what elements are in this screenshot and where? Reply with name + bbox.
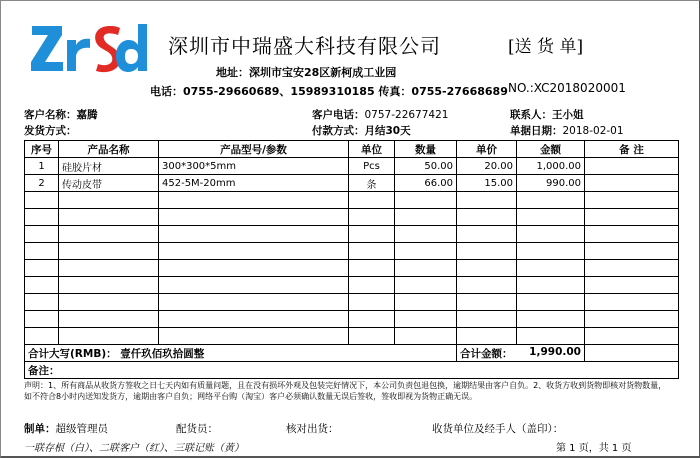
customer-name-label: 客户名称： [24, 109, 77, 121]
customer-name [24, 107, 98, 122]
company-contact-line: 电话：0755-29660689、15989310185 传真：0755-27668689 [150, 85, 508, 98]
company-address: 地址：深圳市宝安28区新柯成工业园 [216, 66, 397, 79]
cell-quantity: 66.00 [395, 175, 457, 192]
total-upper [25, 345, 457, 362]
document-date-label: 单据日期： [510, 125, 563, 137]
empty-row [25, 192, 679, 209]
copies-note: 一联存根（白）、二联客户（红）、三联记账（黄） [24, 443, 244, 454]
column-header: 备 注 [585, 141, 679, 158]
payment-method-label: 付款方式： [312, 125, 365, 137]
cell-product-name: 传动皮带 [59, 175, 159, 192]
maker-label: 制单： [24, 423, 56, 435]
cell-remark [585, 158, 679, 175]
receiver-label: 收货单位及经手人（盖印）： [432, 423, 564, 435]
cell-unit: 条 [349, 175, 395, 192]
remark-label: 备注： [25, 362, 679, 379]
contact-person [510, 107, 584, 122]
empty-row [25, 226, 679, 243]
column-header: 单价 [457, 141, 517, 158]
table-row [25, 175, 679, 192]
ship-method [24, 123, 77, 138]
payment-method [312, 123, 411, 138]
column-header: 产品型号/参数 [159, 141, 349, 158]
total-amount-label: 合计金额： [460, 347, 513, 360]
total-upper-value: 壹仟玖佰玖拾圆整 [120, 347, 205, 360]
total-upper-label: 合计大写(RMB)： [28, 347, 117, 360]
document-number: NO.:XC2018020001 [508, 81, 626, 95]
cell-spec: 452-5M-20mm [159, 175, 349, 192]
customer-phone-label: 客户电话： [312, 109, 365, 121]
cell-unit-price: 20.00 [457, 158, 517, 175]
maker [24, 421, 108, 436]
column-header: 产品名称 [59, 141, 159, 158]
empty-row [25, 243, 679, 260]
cell-spec: 300*300*5mm [159, 158, 349, 175]
customer-phone-value: 0757-22677421 [364, 109, 449, 121]
maker-value: 超级管理员 [55, 423, 108, 435]
cell-product-name: 硅胶片材 [59, 158, 159, 175]
cell-index: 2 [25, 175, 59, 192]
empty-row [25, 260, 679, 277]
total-row [25, 345, 679, 362]
ship-method-label: 发货方式： [24, 125, 77, 137]
contact-person-label: 联系人： [510, 109, 552, 121]
remark-row [25, 362, 679, 379]
table-header-row [25, 141, 679, 158]
column-header: 金额 [517, 141, 585, 158]
statement-text: 声明：1、所有商品从收货方签收之日七天内如有质量问题，且在没有损坏外观及包装完好情况下，本公司负责包退包换，逾期结果由客户自负。2、收货方收到货物即核对货物数量，如不符合8小时内送知发货方，逾期由客户自负；网络平台购（淘宝）客户必须确认数量无误后签收，签收即视为货物正确无误。 [24, 381, 667, 401]
cell-unit: Pcs [349, 158, 395, 175]
total-amount [457, 345, 585, 362]
cell-index: 1 [25, 158, 59, 175]
table-row [25, 158, 679, 175]
cell-amount: 990.00 [517, 175, 585, 192]
checker-label: 核对出货： [286, 423, 339, 435]
items-table [24, 140, 679, 379]
customer-name-value: 嘉腾 [76, 109, 98, 121]
document-date [510, 123, 624, 138]
total-amount-value: 1,990.00 [529, 345, 581, 358]
document-title: [送 货 单] [508, 37, 584, 57]
payment-method-value: 月结30天 [364, 125, 411, 137]
empty-row [25, 294, 679, 311]
cell-remark [585, 175, 679, 192]
customer-phone [312, 107, 448, 122]
empty-row [25, 328, 679, 345]
empty-row [25, 311, 679, 328]
page-info: 第 1 页，共 1 页 [556, 443, 632, 454]
company-logo [30, 22, 152, 74]
empty-row [25, 277, 679, 294]
document-date-value: 2018-02-01 [562, 125, 624, 137]
picker-label: 配货员： [176, 423, 218, 435]
cell-amount: 1,000.00 [517, 158, 585, 175]
column-header: 单位 [349, 141, 395, 158]
column-header: 数量 [395, 141, 457, 158]
contact-person-value: 王小姐 [552, 109, 584, 121]
company-name: 深圳市中瑞盛大科技有限公司 [168, 34, 441, 58]
empty-row [25, 209, 679, 226]
column-header: 序号 [25, 141, 59, 158]
cell-quantity: 50.00 [395, 158, 457, 175]
cell-unit-price: 15.00 [457, 175, 517, 192]
